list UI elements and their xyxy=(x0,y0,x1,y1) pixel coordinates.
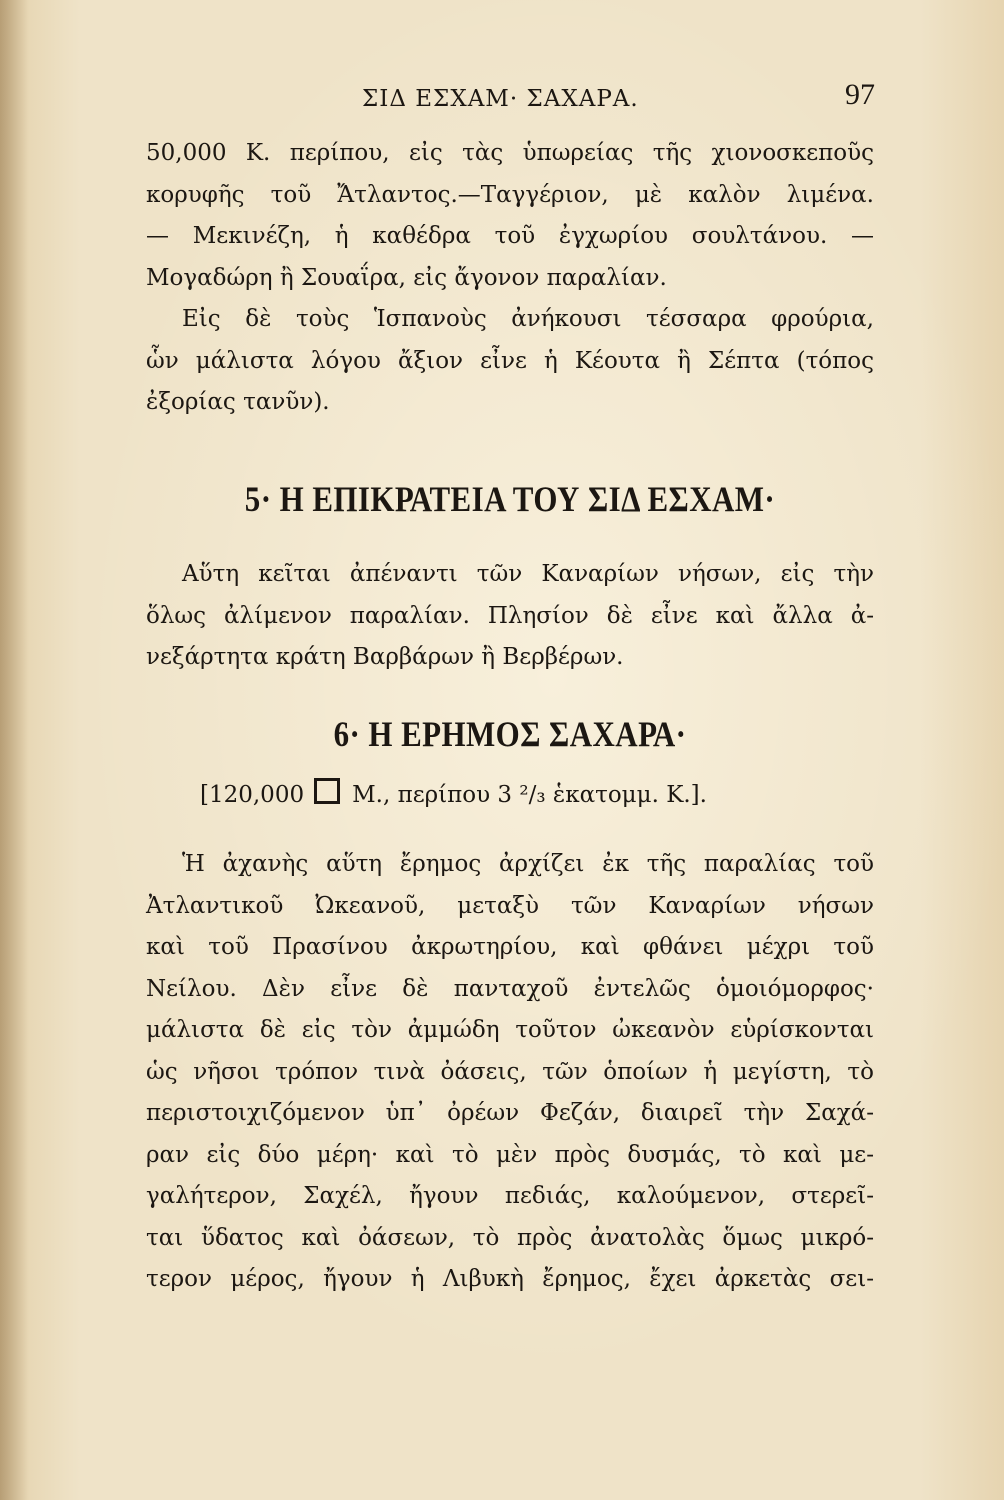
text-line: Νείλου. Δὲν εἶνε δὲ πανταχοῦ ἐντελῶς ὁμοιόμορφος· xyxy=(146,975,874,1002)
text-line: Ἀτλαντικοῦ Ὠκεανοῦ, μεταξὺ τῶν Καναρίων νήσων xyxy=(146,892,874,919)
text-line: ται ὕδατος καὶ ὀάσεων, τὸ πρὸς ἀνατολὰς ὅμως μικρό- xyxy=(146,1224,874,1251)
text-line: ὅλως ἀλίμενον παραλίαν. Πλησίον δὲ εἶνε καὶ ἄλλα ἀ- xyxy=(146,602,874,629)
text-line: Ἡ ἀχανὴς αὕτη ἔρημος ἀρχίζει ἐκ τῆς παραλίας τοῦ xyxy=(182,851,874,877)
paragraph-sid-escham xyxy=(146,554,874,679)
text-line: Μογαδώρη ἢ Σουαΐρα, εἰς ἄγονον παραλίαν. xyxy=(146,264,667,291)
area-population-note xyxy=(200,778,707,808)
text-line: — Μεκινέζη, ἡ καθέδρα τοῦ ἐγχωρίου σουλτάνου. — xyxy=(146,223,874,249)
page-number: 97 xyxy=(845,78,875,111)
area-unit-population: Μ., περίπου 3 ²/₃ ἑκατομμ. Κ.]. xyxy=(352,782,707,808)
section-6-heading: 6· Η ΕΡΗΜΟΣ ΣΑΧΑΡΑ· xyxy=(333,714,687,754)
text-line: Αὕτη κεῖται ἀπέναντι τῶν Καναρίων νήσων, εἰς τὴν xyxy=(182,561,874,587)
text-line: 50,000 Κ. περίπου, εἰς τὰς ὑπωρείας τῆς χιονοσκεποῦς xyxy=(146,140,874,166)
text-line: καὶ τοῦ Πρασίνου ἀκρωτηρίου, καὶ φθάνει μέχρι τοῦ xyxy=(146,934,874,960)
text-line: τερον μέρος, ἤγουν ἡ Λιβυκὴ ἔρημος, ἔχει ἀρκετὰς σει- xyxy=(146,1266,874,1292)
text-line: μάλιστα δὲ εἰς τὸν ἀμμώδη τοῦτον ὠκεανὸν εὑρίσκονται xyxy=(146,1017,874,1043)
text-line: κορυφῆς τοῦ Ἄτλαντος.—Ταγγέριον, μὲ καλὸν λιμένα. xyxy=(146,181,874,208)
paragraph-sahara xyxy=(146,844,874,1301)
text-line: Εἰς δὲ τοὺς Ἱσπανοὺς ἀνήκουσι τέσσαρα φρούρια, xyxy=(182,306,874,332)
running-title: ΣΙΔ ΕΣΧΑΜ· ΣΑΧΑΡΑ. xyxy=(362,86,639,112)
text-line: ἐξορίας τανῦν). xyxy=(146,389,330,415)
text-line: ὡς νῆσοι τρόπον τινὰ ὀάσεις, τῶν ὁποίων ἡ μεγίστη, τὸ xyxy=(146,1058,874,1085)
paragraph-morocco-cities xyxy=(146,133,874,424)
area-value: [120,000 xyxy=(200,782,305,808)
page-edge-shadow xyxy=(0,0,28,1500)
text-line: νεξάρτητα κράτη Βαρβάρων ἢ Βερβέρων. xyxy=(146,644,624,670)
text-line: γαλήτερον, Σαχέλ, ἤγουν πεδιάς, καλούμενον, στερεῖ- xyxy=(146,1183,874,1209)
running-head xyxy=(140,78,875,118)
square-symbol-icon xyxy=(314,778,340,804)
text-line: ὧν μάλιστα λόγου ἄξιον εἶνε ἡ Κέουτα ἢ Σέπτα (τόπος xyxy=(146,347,874,374)
section-5-heading: 5· Η ΕΠΙΚΡΑΤΕΙΑ ΤΟΥ ΣΙΔ ΕΣΧΑΜ· xyxy=(244,479,776,519)
text-line: ραν εἰς δύο μέρη· καὶ τὸ μὲν πρὸς δυσμάς, τὸ καὶ με- xyxy=(146,1141,874,1168)
text-line: περιστοιχιζόμενον ὑπ᾽ ὀρέων Φεζάν, διαιρεῖ τὴν Σαχά- xyxy=(146,1100,874,1126)
